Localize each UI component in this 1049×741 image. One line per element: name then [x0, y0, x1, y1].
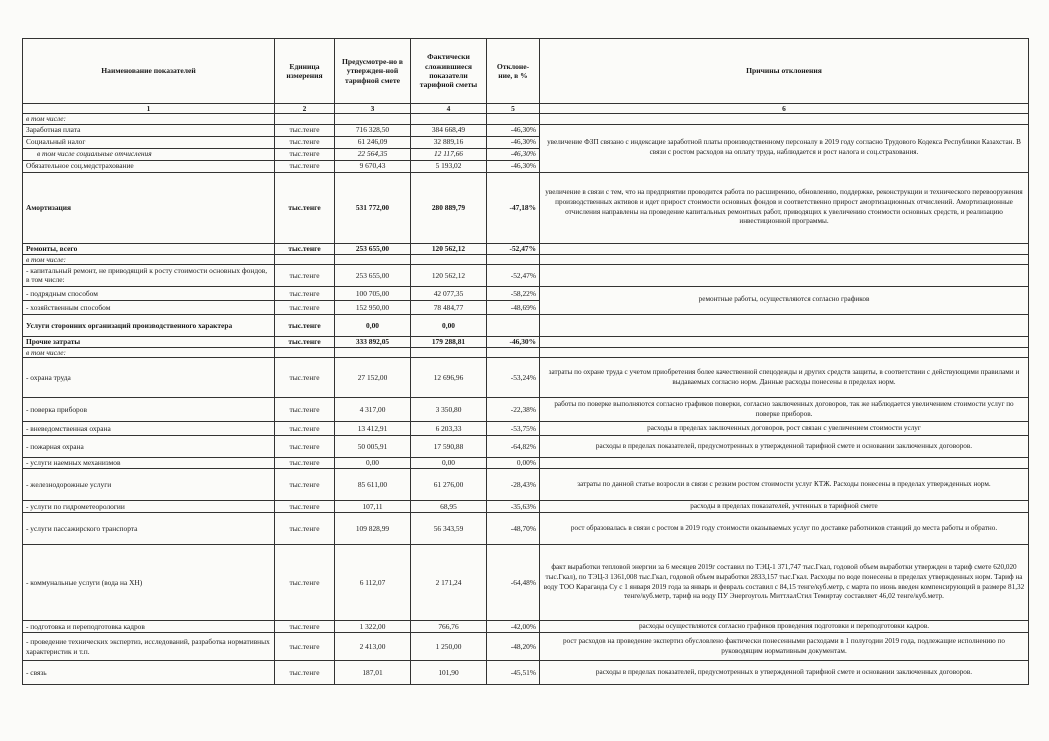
row-unit: тыс.тенге [275, 172, 335, 243]
row-name: - подрядным способом [23, 286, 275, 300]
col-number: 1 [23, 104, 275, 114]
row-unit: тыс.тенге [275, 545, 335, 621]
row-planned: 333 892,05 [335, 336, 411, 347]
row-actual: 56 343,59 [411, 513, 487, 545]
row-actual: 12 117,66 [411, 148, 487, 160]
row-actual: 2 171,24 [411, 545, 487, 621]
row-planned: 531 772,00 [335, 172, 411, 243]
row-unit [275, 254, 335, 264]
reason-transport: рост образовалась в связи с ростом в 2019 году стоимости оказываемых услуг по доставке работников станций до места работы и обратно. [540, 513, 1029, 545]
header-deviation: Отклоне-ние, в % [487, 39, 540, 104]
row-deviation: -35,63% [487, 501, 540, 513]
table-row [23, 264, 1029, 286]
header-unit: Единица измерения [275, 39, 335, 104]
reason-railway: затраты по данной статье возросли в связи с резким ростом стоимости услуг КТЖ. Расходы понесены в пределах утвержденных норм. [540, 469, 1029, 501]
row-name: - коммунальные услуги (вода на ХН) [23, 545, 275, 621]
row-name: в том числе: [23, 347, 275, 357]
row-planned: 107,11 [335, 501, 411, 513]
col-number: 4 [411, 104, 487, 114]
row-actual: 0,00 [411, 458, 487, 469]
row-actual: 384 668,49 [411, 124, 487, 136]
row-name: - поверка приборов [23, 398, 275, 422]
row-deviation: -46,30% [487, 148, 540, 160]
row-actual: 101,90 [411, 661, 487, 685]
row-actual: 3 350,80 [411, 398, 487, 422]
row-name: Прочие затраты [23, 336, 275, 347]
row-actual: 17 590,88 [411, 436, 487, 458]
row-actual: 120 562,12 [411, 243, 487, 254]
table-row [23, 358, 1029, 398]
row-unit [275, 114, 335, 124]
row-unit: тыс.тенге [275, 286, 335, 300]
row-name: - услуги пассажирского транспорта [23, 513, 275, 545]
row-planned: 0,00 [335, 314, 411, 336]
row-actual: 766,76 [411, 621, 487, 633]
reason-repairs: ремонтные работы, осуществляются согласно графиков [540, 286, 1029, 314]
row-planned: 61 246,09 [335, 136, 411, 148]
reason-utilities: факт выработки тепловой энергии за 6 месяцев 2019г составил по ТЭЦ-1 371,747 тыс.Гкал, годовой объем выработки утвержден в тариф смете 620,020 тыс.Гкал), по ТЭЦ-3 1361,008 тыс.Гкал, годовой объем выработки 2833,157 тыс.Гкал. Расходы по воде понесены в пределах утвержденных норм. Тариф на воду ТОО Караганда Су с 1 января 2019 года за январь и февраль составил с 84,15 тенге/куб.метр, с марта по июнь введен компенсирующий в размере 81,32 тенге/куб.метр, тариф на воду ПУ Энергоуголь МиттлалСтил Темиртау составляет 46,02 тенге/куб.метр. [540, 545, 1029, 621]
row-reason-empty [540, 458, 1029, 469]
row-deviation: -64,82% [487, 436, 540, 458]
row-deviation: -46,30% [487, 160, 540, 172]
row-deviation: -48,69% [487, 300, 540, 314]
row-planned: 109 828,99 [335, 513, 411, 545]
row-planned: 716 328,50 [335, 124, 411, 136]
row-unit: тыс.тенге [275, 469, 335, 501]
header-planned: Предусмотре-но в утвержден-ной тарифной смете [335, 39, 411, 104]
row-actual: 68,95 [411, 501, 487, 513]
row-reason-empty [540, 114, 1029, 124]
table-row [23, 114, 1029, 124]
table-row [23, 633, 1029, 661]
row-actual [411, 114, 487, 124]
row-actual: 6 203,33 [411, 422, 487, 436]
reason-amortization: увеличение в связи с тем, что на предприятии проводится работа по расширению, обновлению, поддержке, реконструкции и технического перевооружения производственных активов и идет прирост стоимости основных фондов и соответственно прирост амортизационных отчислений. Амортизационные отчисления направлены на проведение капитальных ремонтных работ, приводящих к увеличению стоимости основных средств, и реализацию инвестиционной программы. [540, 172, 1029, 243]
row-deviation: -28,43% [487, 469, 540, 501]
row-unit: тыс.тенге [275, 358, 335, 398]
row-planned [335, 347, 411, 357]
row-actual [411, 347, 487, 357]
row-actual: 179 288,81 [411, 336, 487, 347]
row-planned: 4 317,00 [335, 398, 411, 422]
row-unit: тыс.тенге [275, 336, 335, 347]
row-name: - пожарная охрана [23, 436, 275, 458]
row-reason-empty [540, 264, 1029, 286]
row-deviation: -53,24% [487, 358, 540, 398]
reason-communication: расходы в пределах показателей, предусмотренных в утвержденной тарифной смете и основании заключенных договоров. [540, 661, 1029, 685]
table-row [23, 545, 1029, 621]
header-row [23, 39, 1029, 104]
table-row [23, 661, 1029, 685]
row-name: Обязательное соц.медстрахование [23, 160, 275, 172]
row-planned: 85 611,00 [335, 469, 411, 501]
table-row [23, 243, 1029, 254]
row-name: - капитальный ремонт, не приводящий к росту стоимости основных фондов, в том числе: [23, 264, 275, 286]
table-row [23, 172, 1029, 243]
row-deviation: -48,20% [487, 633, 540, 661]
row-deviation: -52,47% [487, 264, 540, 286]
col-number: 5 [487, 104, 540, 114]
row-actual: 42 077,35 [411, 286, 487, 300]
row-deviation: 0,00% [487, 458, 540, 469]
table-row [23, 347, 1029, 357]
row-unit: тыс.тенге [275, 300, 335, 314]
table-row [23, 314, 1029, 336]
row-actual: 120 562,12 [411, 264, 487, 286]
row-deviation: -42,00% [487, 621, 540, 633]
row-planned: 13 412,91 [335, 422, 411, 436]
row-deviation [487, 254, 540, 264]
row-unit: тыс.тенге [275, 633, 335, 661]
row-planned: 1 322,00 [335, 621, 411, 633]
row-deviation: -64,48% [487, 545, 540, 621]
row-name: - вневедомственная охрана [23, 422, 275, 436]
row-actual [411, 254, 487, 264]
row-actual: 78 484,77 [411, 300, 487, 314]
row-planned: 50 005,91 [335, 436, 411, 458]
row-deviation: -22,38% [487, 398, 540, 422]
row-deviation: -46,30% [487, 136, 540, 148]
table-row [23, 398, 1029, 422]
table-row [23, 336, 1029, 347]
row-unit: тыс.тенге [275, 513, 335, 545]
row-unit: тыс.тенге [275, 661, 335, 685]
row-unit: тыс.тенге [275, 136, 335, 148]
row-deviation: -52,47% [487, 243, 540, 254]
row-deviation: -48,70% [487, 513, 540, 545]
reason-training: расходы осуществляются согласно графиков проведения подготовки и переподготовки кадров. [540, 621, 1029, 633]
row-unit: тыс.тенге [275, 621, 335, 633]
row-planned: 22 564,35 [335, 148, 411, 160]
row-deviation: -45,51% [487, 661, 540, 685]
row-name: Услуги сторонних организаций производственного характера [23, 314, 275, 336]
row-deviation [487, 114, 540, 124]
row-unit: тыс.тенге [275, 160, 335, 172]
row-name: в том числе: [23, 114, 275, 124]
row-reason-empty [540, 254, 1029, 264]
row-unit: тыс.тенге [275, 243, 335, 254]
row-planned: 0,00 [335, 458, 411, 469]
header-reasons: Причины отклонения [540, 39, 1029, 104]
row-name: - подготовка и переподготовка кадров [23, 621, 275, 633]
row-unit: тыс.тенге [275, 422, 335, 436]
row-deviation [487, 314, 540, 336]
row-unit: тыс.тенге [275, 458, 335, 469]
row-name: Ремонты, всего [23, 243, 275, 254]
row-reason-empty [540, 347, 1029, 357]
row-deviation: -47,18% [487, 172, 540, 243]
row-planned [335, 254, 411, 264]
tariff-deviation-table [22, 38, 1029, 685]
table-row [23, 254, 1029, 264]
table-row [23, 436, 1029, 458]
row-name: Амортизация [23, 172, 275, 243]
row-planned: 253 655,00 [335, 243, 411, 254]
table-row [23, 469, 1029, 501]
table-row [23, 458, 1029, 469]
row-name: - связь [23, 661, 275, 685]
reason-salary: увеличение ФЗП связано с индексацие заработной платы производственному персоналу в 2019 году согласно Трудового Кодекса Республики Казахстан. В связи с ростом расходов на оплату труда, наблюдается и рост налога и соц.страхования. [540, 124, 1029, 172]
row-planned: 6 112,07 [335, 545, 411, 621]
reason-labor-protection: затраты по охране труда с учетом приобретения более качественной спецодежды и других средств защиты, в соответствии с действующими правилами и выдаваемых согласно норм. Данные расходы понесены в пределах норм. [540, 358, 1029, 398]
row-unit [275, 347, 335, 357]
row-name: - хозяйственным способом [23, 300, 275, 314]
column-number-row [23, 104, 1029, 114]
row-planned: 27 152,00 [335, 358, 411, 398]
row-name: - охрана труда [23, 358, 275, 398]
row-name: в том числе социальные отчисления [23, 148, 275, 160]
col-number: 3 [335, 104, 411, 114]
row-unit: тыс.тенге [275, 314, 335, 336]
table-row [23, 621, 1029, 633]
row-actual: 1 250,00 [411, 633, 487, 661]
row-planned: 100 705,00 [335, 286, 411, 300]
row-unit: тыс.тенге [275, 398, 335, 422]
row-name: - услуги по гидрометеорологии [23, 501, 275, 513]
row-actual: 61 276,00 [411, 469, 487, 501]
row-deviation: -53,75% [487, 422, 540, 436]
row-unit: тыс.тенге [275, 501, 335, 513]
row-unit: тыс.тенге [275, 148, 335, 160]
row-actual: 5 193,02 [411, 160, 487, 172]
table-row [23, 124, 1029, 136]
col-number: 6 [540, 104, 1029, 114]
row-planned: 152 950,00 [335, 300, 411, 314]
row-planned: 9 670,43 [335, 160, 411, 172]
row-name: в том числе: [23, 254, 275, 264]
reason-fire: расходы в пределах показателей, предусмотренных в утвержденной тарифной смете и основании заключенных договоров. [540, 436, 1029, 458]
row-deviation: -46,30% [487, 336, 540, 347]
row-actual: 32 889,16 [411, 136, 487, 148]
row-name: - железнодорожные услуги [23, 469, 275, 501]
row-actual: 280 889,79 [411, 172, 487, 243]
row-deviation: -46,30% [487, 124, 540, 136]
reason-expertise: рост расходов на проведение экспертиз обусловлено фактически понесенными расходами в 1 полугодии 2019 года, подлежащие исполнению по руководящим нормативным документам. [540, 633, 1029, 661]
reason-hydromet: расходы в пределах показателей, учтенных в тарифной смете [540, 501, 1029, 513]
row-planned [335, 114, 411, 124]
row-deviation: -58,22% [487, 286, 540, 300]
reason-security: расходы в пределах заключенных договоров, рост связан с увеличением стоимости услуг [540, 422, 1029, 436]
table-row [23, 422, 1029, 436]
header-actual: Фактически сложившиеся показатели тарифной сметы [411, 39, 487, 104]
row-actual: 12 696,96 [411, 358, 487, 398]
row-reason-empty [540, 243, 1029, 254]
row-name: - проведение технических экспертиз, исследований, разработка нормативных характеристик и т.п. [23, 633, 275, 661]
reason-calibration: работы по поверке выполняются согласно графиков поверки, согласно заключенных договоров, так же наблюдается увеличением стоимости услуг по поверке приборов. [540, 398, 1029, 422]
row-deviation [487, 347, 540, 357]
col-number: 2 [275, 104, 335, 114]
row-planned: 2 413,00 [335, 633, 411, 661]
table-row [23, 501, 1029, 513]
row-name: - услуги наемных механизмов [23, 458, 275, 469]
row-reason-empty [540, 336, 1029, 347]
row-unit: тыс.тенге [275, 436, 335, 458]
row-name: Заработная плата [23, 124, 275, 136]
row-name: Социальный налог [23, 136, 275, 148]
table-row [23, 286, 1029, 300]
header-name: Наименование показателей [23, 39, 275, 104]
row-planned: 253 655,00 [335, 264, 411, 286]
table-row [23, 513, 1029, 545]
row-unit: тыс.тенге [275, 124, 335, 136]
row-planned: 187,01 [335, 661, 411, 685]
row-unit: тыс.тенге [275, 264, 335, 286]
row-reason-empty [540, 314, 1029, 336]
row-actual: 0,00 [411, 314, 487, 336]
